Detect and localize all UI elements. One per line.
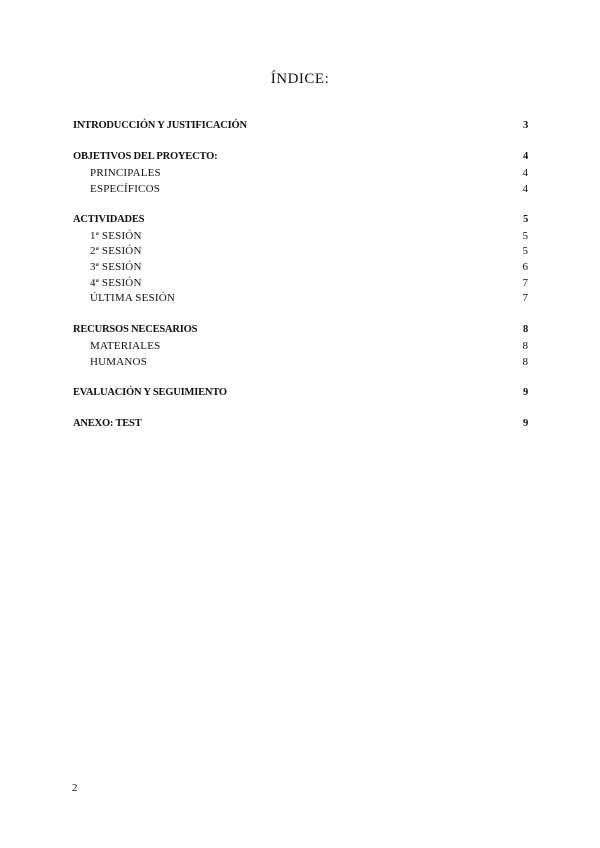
toc-entry-label: PRINCIPALES (90, 167, 161, 179)
toc-entry-sesion-1[interactable] (73, 229, 528, 243)
toc-entry-label: INTRODUCCIÓN Y JUSTIFICACIÓN (73, 120, 247, 131)
toc-entry-ultima-sesion[interactable] (73, 291, 528, 305)
toc-entry-sesion-2[interactable] (73, 244, 528, 258)
toc-entry-sesion-3[interactable] (73, 260, 528, 274)
toc-entry-page: 7 (522, 292, 528, 304)
toc-entry-label: EVALUACIÓN Y SEGUIMIENTO (73, 387, 227, 398)
toc-entry-principales[interactable] (73, 166, 528, 180)
toc-entry-page: 3 (522, 120, 528, 131)
toc-entry-page: 4 (522, 151, 528, 162)
toc-entry-introduccion[interactable] (73, 119, 528, 133)
toc-entry-materiales[interactable] (73, 339, 528, 353)
toc-entry-label: ACTIVIDADES (73, 214, 145, 225)
toc-entry-page: 9 (522, 387, 528, 398)
toc-entry-page: 6 (522, 261, 528, 273)
toc-entry-objetivos[interactable] (73, 150, 528, 164)
toc-entry-label: ÚLTIMA SESIÓN (90, 292, 176, 304)
toc-entry-label: MATERIALES (90, 340, 161, 352)
toc-entry-actividades[interactable] (73, 213, 528, 227)
toc-entry-recursos[interactable] (73, 323, 528, 337)
toc-entry-label: 4ª SESIÓN (90, 277, 142, 289)
toc-entry-anexo[interactable] (73, 417, 528, 431)
toc-entry-label: 3ª SESIÓN (90, 261, 142, 273)
toc-entry-page: 7 (522, 277, 528, 289)
toc-entry-page: 5 (522, 230, 528, 242)
toc-entry-page: 4 (522, 167, 528, 179)
page-title: ÍNDICE: (270, 71, 330, 87)
toc-entry-page: 9 (522, 418, 528, 429)
toc-entry-evaluacion[interactable] (73, 386, 528, 400)
toc-entry-label: ESPECÍFICOS (90, 183, 161, 195)
toc-entry-sesion-4[interactable] (73, 276, 528, 290)
toc-entry-page: 8 (522, 356, 528, 368)
toc-entry-especificos[interactable] (73, 182, 528, 196)
toc-entry-page: 8 (522, 324, 528, 335)
toc-entry-page: 8 (522, 340, 528, 352)
toc-entry-page: 4 (522, 183, 528, 195)
toc-entry-label: 1ª SESIÓN (90, 230, 142, 242)
toc-entry-page: 5 (522, 214, 528, 225)
toc-entry-label: ANEXO: TEST (73, 418, 142, 429)
toc-entry-page: 5 (522, 245, 528, 257)
toc-entry-label: 2ª SESIÓN (90, 245, 142, 257)
toc-entry-label: RECURSOS NECESARIOS (73, 324, 198, 335)
toc-entry-label: OBJETIVOS DEL PROYECTO: (73, 151, 218, 162)
page-number: 2 (72, 782, 78, 794)
toc-entry-label: HUMANOS (90, 356, 148, 368)
toc-entry-humanos[interactable] (73, 355, 528, 369)
